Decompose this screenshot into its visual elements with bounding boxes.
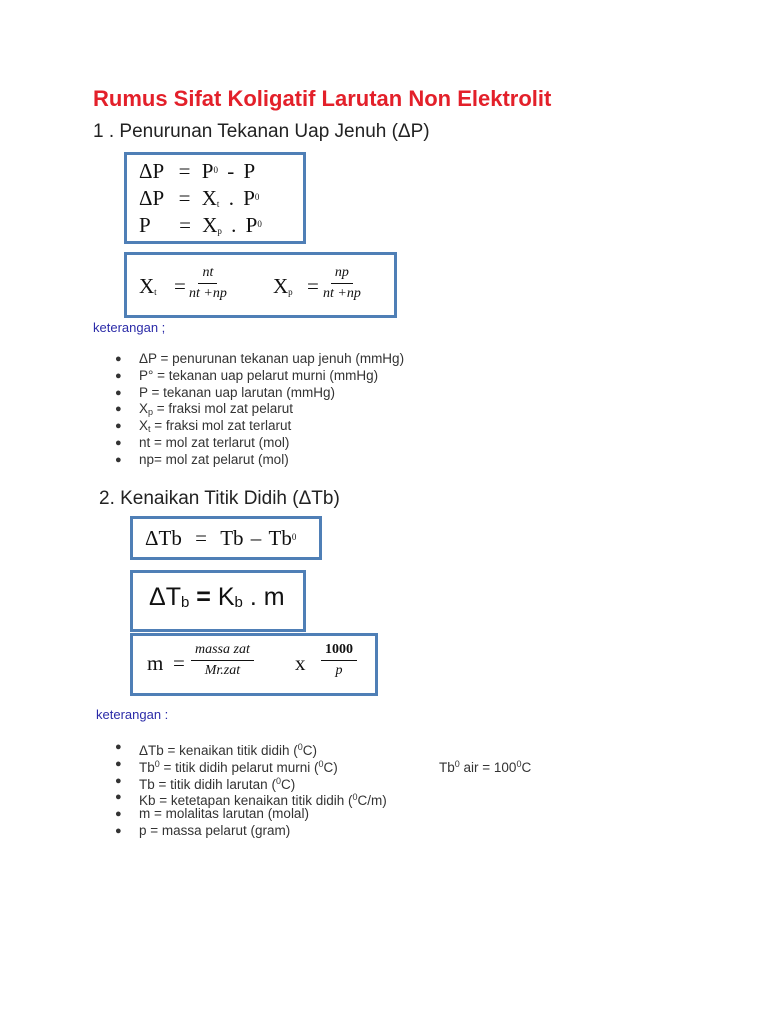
xt-symbol bbox=[139, 274, 157, 299]
xt-equals: = bbox=[174, 274, 186, 298]
formula-op: . bbox=[228, 186, 234, 210]
formula-term: . m bbox=[249, 583, 285, 611]
formula-sup: 0 bbox=[291, 532, 297, 542]
formula-lhs: ΔTb bbox=[145, 526, 182, 550]
formula-sub: p bbox=[217, 226, 222, 236]
times-sign: x bbox=[295, 651, 306, 675]
list-item-text: massa pelarut (gram) bbox=[161, 822, 291, 838]
xt-numerator: nt bbox=[198, 265, 217, 284]
list-item bbox=[113, 401, 404, 418]
molality-formula-box bbox=[130, 633, 378, 696]
thousand-fraction bbox=[321, 642, 357, 679]
list-item-text: Kb = bbox=[139, 793, 171, 809]
list-item bbox=[113, 789, 387, 809]
m-equals: = bbox=[173, 651, 185, 675]
list-item-sup: 0 bbox=[297, 742, 303, 752]
xp-equals: = bbox=[307, 274, 319, 298]
list-item bbox=[113, 756, 532, 775]
xt-fraction bbox=[189, 265, 227, 302]
bullet-icon: ● bbox=[115, 420, 122, 433]
list-item-text: = fraksi mol zat terlarut bbox=[150, 418, 292, 434]
bullet-icon: ● bbox=[115, 774, 122, 787]
note-sup: 0 bbox=[454, 758, 460, 769]
bullet-icon: ● bbox=[115, 453, 122, 466]
list-item bbox=[113, 806, 387, 823]
section1-heading: 1 . Penurunan Tekanan Uap Jenuh (ΔP) bbox=[93, 121, 430, 142]
list-item bbox=[113, 385, 404, 402]
formula-term: Tb bbox=[220, 526, 244, 550]
formula-term: P bbox=[243, 159, 256, 183]
note-text: C bbox=[521, 759, 532, 775]
bullet-icon: ● bbox=[115, 436, 122, 449]
list-item-text: C) bbox=[302, 743, 317, 758]
formula-term: P bbox=[243, 186, 255, 210]
list-item-sub: p bbox=[148, 407, 154, 418]
thousand-numerator: 1000 bbox=[321, 642, 357, 661]
legend-list-2 bbox=[113, 739, 532, 840]
formula-line-3 bbox=[139, 213, 262, 238]
formula-term: Tb bbox=[268, 526, 292, 550]
list-item-text: np= mol zat pelarut (mol) bbox=[139, 451, 289, 467]
list-item-text: molalitas larutan (molal) bbox=[165, 806, 309, 822]
list-item-text: Tb = bbox=[139, 776, 171, 792]
bullet-icon: ● bbox=[115, 369, 122, 382]
kb-formula-box bbox=[130, 570, 306, 632]
formula-term: P bbox=[245, 213, 258, 237]
list-item-text: C/m) bbox=[357, 793, 387, 809]
formula-equals: = bbox=[195, 526, 207, 550]
xt-denominator: nt +np bbox=[189, 286, 227, 301]
list-item-text: p = bbox=[139, 822, 162, 838]
bullet-icon: ● bbox=[115, 741, 122, 753]
formula-lhs: ΔP bbox=[139, 186, 164, 210]
formula-line-2 bbox=[139, 186, 259, 211]
formula-equals: = bbox=[179, 213, 191, 237]
mass-denominator: Mr.zat bbox=[204, 663, 241, 678]
formula-term: P bbox=[201, 159, 214, 183]
formula-term: X bbox=[202, 213, 218, 237]
formula-lhs: ΔT bbox=[149, 583, 181, 611]
formula-equals: = bbox=[178, 186, 191, 210]
delta-tb-formula bbox=[145, 526, 296, 551]
list-item-text: X bbox=[139, 401, 149, 417]
formula-sup: 0 bbox=[213, 165, 218, 175]
mass-numerator: massa zat bbox=[191, 642, 254, 661]
bullet-icon: ● bbox=[115, 808, 122, 821]
bullet-icon: ● bbox=[115, 824, 122, 837]
list-item-text: = titik didih pelarut murni ( bbox=[159, 759, 319, 775]
section2-heading: 2. Kenaikan Titik Didih (ΔTb) bbox=[99, 488, 340, 509]
mole-fraction-formula-box bbox=[124, 252, 397, 318]
list-item-text: X bbox=[139, 418, 149, 434]
xp-fraction bbox=[323, 265, 361, 302]
list-item-text: Tb bbox=[139, 759, 155, 775]
note-text: Tb bbox=[439, 759, 455, 775]
page-title: Rumus Sifat Koligatif Larutan Non Elektrolit bbox=[93, 86, 552, 111]
formula-sup: 0 bbox=[254, 192, 260, 202]
formula-sub: t bbox=[216, 199, 220, 209]
boiling-point-delta-box bbox=[130, 516, 322, 560]
list-item-sub: t bbox=[148, 424, 151, 435]
keterangan-label-1: keterangan ; bbox=[93, 320, 166, 335]
mass-fraction bbox=[191, 642, 254, 679]
list-item-sup: 0 bbox=[318, 758, 324, 769]
formula-term: X bbox=[139, 274, 155, 298]
xp-symbol bbox=[273, 274, 293, 299]
xp-denominator: nt +np bbox=[323, 286, 361, 301]
xp-numerator: np bbox=[331, 265, 353, 284]
thousand-denominator: p bbox=[335, 663, 343, 678]
formula-term: K bbox=[217, 583, 235, 611]
list-item bbox=[113, 351, 404, 368]
list-item bbox=[113, 368, 404, 385]
formula-sub: p bbox=[288, 287, 293, 297]
note-sup: 0 bbox=[516, 758, 522, 769]
list-item-text: titik didih larutan ( bbox=[170, 776, 276, 792]
bullet-icon: ● bbox=[115, 791, 122, 804]
formula-line-1 bbox=[139, 159, 255, 184]
list-item-text: ΔP = penurunan tekanan uap jenuh (mmHg) bbox=[139, 351, 405, 366]
list-item-sup: 0 bbox=[154, 758, 160, 769]
list-item bbox=[113, 823, 387, 840]
water-boiling-point-note bbox=[439, 756, 531, 777]
m-symbol: m bbox=[147, 651, 164, 675]
formula-equals: = bbox=[196, 583, 211, 611]
legend-list-1 bbox=[113, 351, 404, 469]
list-item-text: P° = tekanan uap pelarut murni (mmHg) bbox=[139, 367, 379, 383]
note-text: air = 100 bbox=[459, 759, 517, 775]
bullet-icon: ● bbox=[115, 386, 122, 399]
formula-sub: b bbox=[180, 594, 190, 611]
kb-formula bbox=[149, 583, 285, 612]
list-item-text: C) bbox=[323, 759, 338, 775]
list-item-text: m = bbox=[139, 806, 166, 822]
list-item-text: P = tekanan uap larutan (mmHg) bbox=[139, 384, 335, 400]
bullet-icon: ● bbox=[115, 757, 122, 770]
formula-sup: 0 bbox=[257, 219, 262, 229]
list-item bbox=[113, 773, 387, 790]
list-item-text: = fraksi mol zat pelarut bbox=[153, 401, 293, 417]
formula-term: X bbox=[201, 186, 217, 210]
bullet-icon: ● bbox=[115, 353, 122, 365]
list-item bbox=[113, 435, 404, 452]
formula-sub: b bbox=[234, 594, 243, 611]
formula-lhs: P bbox=[139, 213, 150, 237]
list-item-sup: 0 bbox=[352, 792, 358, 803]
list-item bbox=[113, 452, 404, 469]
formula-sub: t bbox=[154, 287, 157, 297]
list-item-sup: 0 bbox=[275, 775, 281, 786]
formula-op: - bbox=[227, 159, 235, 183]
bullet-icon: ● bbox=[115, 403, 122, 416]
list-item-text: nt = mol zat terlarut (mol) bbox=[139, 434, 290, 450]
list-item bbox=[113, 418, 404, 435]
formula-lhs: ΔP bbox=[139, 159, 164, 183]
list-item-text: ketetapan kenaikan titik didih ( bbox=[170, 793, 353, 809]
list-item bbox=[113, 739, 387, 756]
formula-equals: = bbox=[178, 159, 191, 183]
vapor-pressure-formula-box bbox=[124, 152, 306, 244]
formula-op: . bbox=[231, 213, 237, 237]
keterangan-label-2: keterangan : bbox=[96, 707, 169, 722]
list-item-text: kenaikan titik didih ( bbox=[179, 743, 298, 758]
list-item-text: ΔTb = bbox=[139, 743, 180, 758]
list-item-text: C) bbox=[280, 776, 296, 792]
formula-op: – bbox=[250, 526, 262, 550]
formula-term: X bbox=[273, 274, 289, 298]
